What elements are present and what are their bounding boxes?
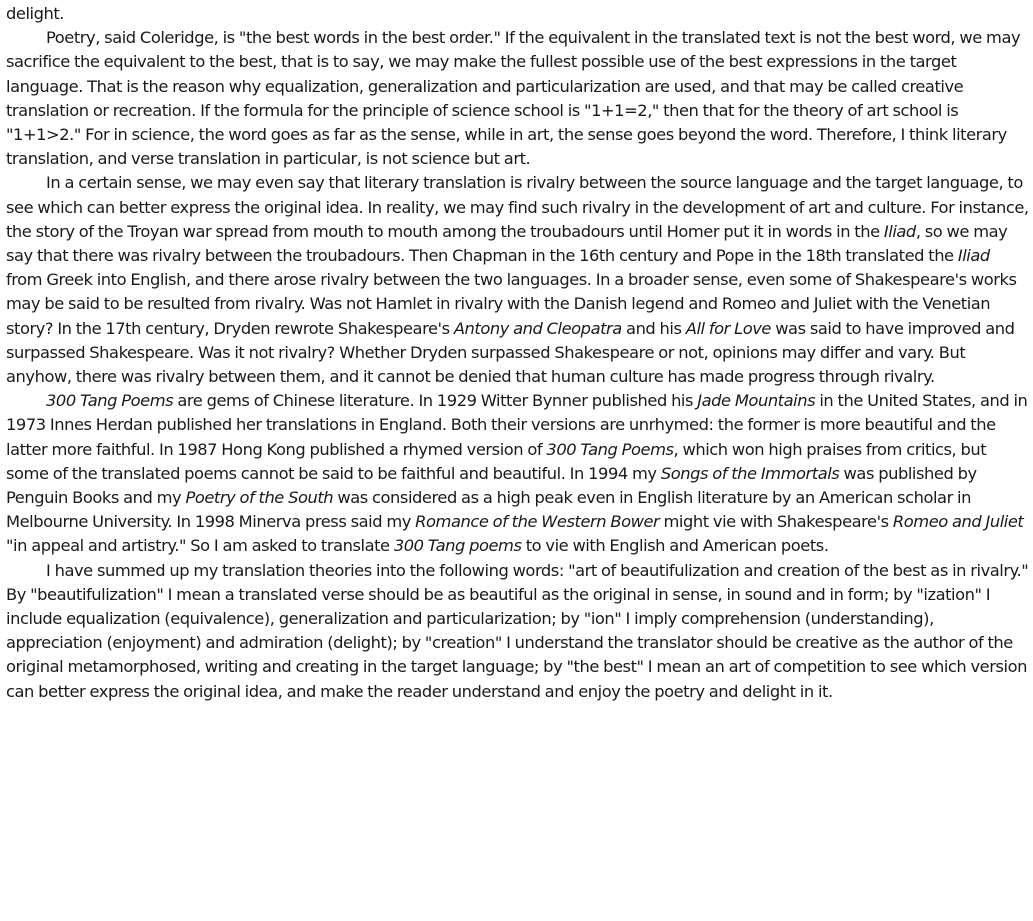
paragraph (6, 171, 1029, 389)
text-run: was published by Penguin Books and my (6, 463, 977, 508)
text-run: Poetry, said Coleridge, is "the best words in the best order." If the equivalent in the translated text is not the best word, we may sacrifice the equivalent to the best, that is to say, we may make the fullest possible use of the best expressions in the target language. That is the reason why equalization, generalization and particularization are used, and that may be called creative translation or recreation. If the formula for the principle of science school is "1+1=2," then that for the theory of art school is "1+1>2." For in science, the word goes as far as the sense, while in art, the sense goes beyond the word. Therefore, I think literary translation, and verse translation in particular, is not science but art. (6, 28, 1021, 169)
paragraph (6, 559, 1029, 704)
text-run: was said to have improved and surpassed Shakespeare. Was it not rivalry? Whether Dryden surpassed Shakespeare or not, opinions may differ and vary. But anyhow, there was rivalry between them, and it cannot be denied that human culture has made progress through rivalry. (6, 318, 1015, 387)
text-run: in the United States, and in 1973 Innes Herdan published her translations in England. Both their versions are unrhymed: the former is more beautiful and the latter more faithful. In 1987 Hong Kong published a rhymed version of (6, 391, 1028, 459)
text-run: might vie with Shakespeare's (659, 512, 893, 532)
italic-title: Antony and Cleopatra (453, 318, 622, 338)
italic-title: Iliad (957, 246, 990, 266)
italic-title: All for Love (685, 318, 771, 338)
text-run: was considered as a high peak even in English literature by an American scholar in Melbourne University. In 1998 Minerva press said my (6, 488, 971, 532)
italic-title: Poetry of the South (185, 488, 334, 508)
italic-title: 300 Tang Poems (46, 391, 174, 411)
text-run: In a certain sense, we may even say that literary translation is rivalry between the source language and the target language, to see which can better express the original idea. In reality, we may find such rivalry in the development of art and culture. For instance, the story of the Troyan war spread from mouth to mouth among the troubadours until Homer put it in words in the (6, 173, 1029, 241)
italic-title: Jade Mountains (697, 391, 816, 411)
text-run: , so we may say that there was rivalry between the troubadours. Then Chapman in the 16th century and Pope in the 18th translated the (6, 221, 1008, 266)
italic-title: Songs of the Immortals (660, 463, 840, 483)
italic-title: 300 Tang poems (393, 536, 522, 556)
text-run: from Greek into English, and there arose rivalry between the two languages. In a broader sense, even some of Shakespeare's works may be said to be resulted from rivalry. Was not Hamlet in rivalry with the Danish legend and Romeo and Juliet with the Venetian story? In the 17th century, Dryden rewrote Shakespeare's (6, 270, 1017, 338)
italic-title: 300 Tang Poems (546, 439, 674, 459)
text-run: and his (621, 318, 686, 338)
text-run: , which won high praises from critics, but some of the translated poems cannot be said to be faithful and beautiful. In 1994 my (6, 439, 987, 483)
text-run: to vie with English and American poets. (521, 536, 829, 556)
italic-title: Romeo and Juliet (892, 512, 1024, 532)
italic-title: Romance of the Western Bower (415, 512, 660, 532)
paragraph-fragment: delight. (6, 4, 65, 23)
text-run: "in appeal and artistry." So I am asked to translate (6, 536, 394, 556)
italic-title: Iliad (883, 221, 916, 241)
text-run: are gems of Chinese literature. In 1929 Witter Bynner published his (173, 391, 698, 411)
text-run: I have summed up my translation theories into the following words: "art of beautifulization and creation of the best as in rivalry." By "beautifulization" I mean a translated verse should be as beautiful as the original in sense, in sound and in form; by "ization" I include equalization (equivalence), generalization and particularization; by "ion" I imply comprehension (understanding), appreciation (enjoyment) and admiration (delight); by "creation" I understand the translator should be creative as the author of the original metamorphosed, writing and creating in the target language; by "the best" I mean an art of competition to see which version can better express the original idea, and make the reader understand and enjoy the poetry and delight in it. (6, 560, 1029, 701)
paragraph (6, 389, 1029, 558)
paragraph (6, 26, 1029, 171)
